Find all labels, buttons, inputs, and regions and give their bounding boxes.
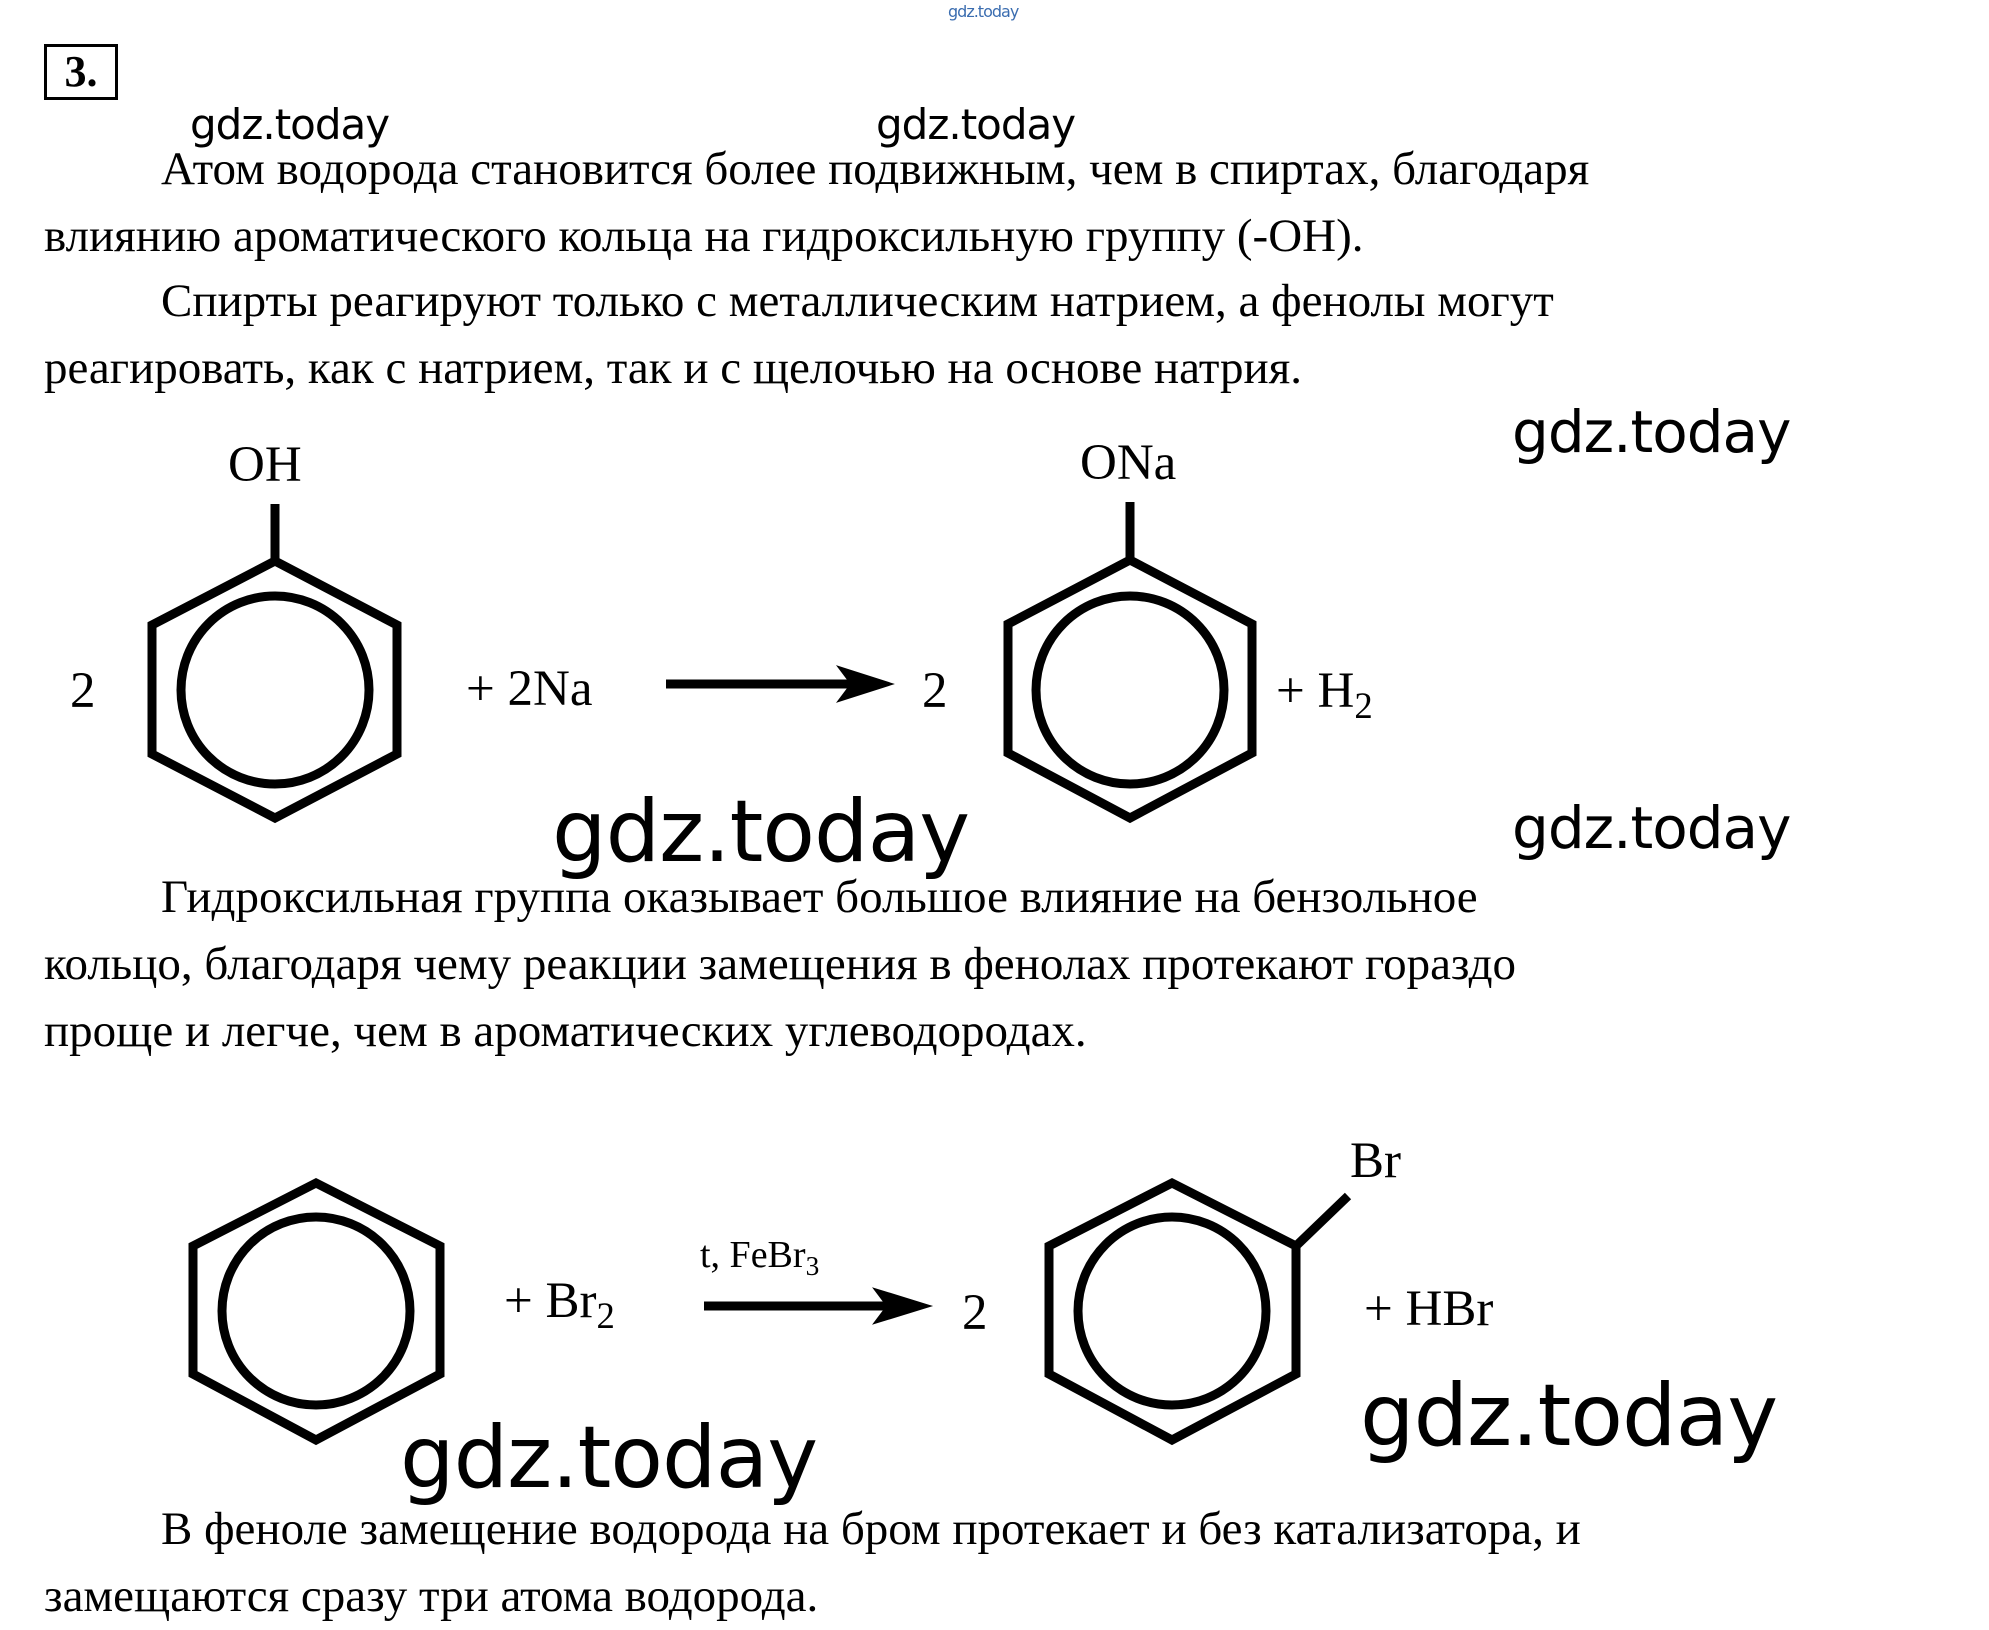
substituent-oh: OH [228, 437, 302, 493]
reaction-condition: t, FeBr$_3$ [700, 1234, 820, 1282]
watermark: gdz.today [552, 782, 970, 882]
exercise-number: 3. [44, 44, 118, 100]
coefficient-right-2: 2 [962, 1285, 988, 1341]
watermark: gdz.today [1360, 1366, 1778, 1466]
watermark: gdz.today [1512, 398, 1791, 466]
watermark: gdz.today [190, 100, 390, 149]
aromatic-circle [1036, 596, 1224, 784]
coefficient-left: 2 [70, 663, 96, 719]
paragraph-line: Спирты реагируют только с металлическим натрием, а фенолы могут [161, 275, 1554, 327]
paragraph-line: влиянию ароматического кольца на гидроксильную группу (-OH). [44, 210, 1364, 262]
paragraph-line: кольцо, благодаря чему реакции замещения в фенолах протекают гораздо [44, 938, 1517, 990]
reagent-na: + 2Na [466, 661, 593, 717]
reagent-br2: + $Br_2$ [504, 1273, 615, 1337]
paragraph-line: Гидроксильная группа оказывает большое влияние на бензольное [161, 871, 1478, 923]
aromatic-circle [1078, 1217, 1266, 1405]
watermark: gdz.today [876, 100, 1076, 149]
watermark: gdz.today [1512, 794, 1791, 862]
paragraph-line: проще и легче, чем в ароматических углеводородах. [44, 1005, 1087, 1057]
paragraph-line: замещаются сразу три атома водорода. [44, 1570, 819, 1622]
bond-br [1296, 1196, 1348, 1246]
paragraph-line: реагировать, как с натрием, так и с щелочью на основе натрия. [44, 342, 1302, 394]
byproduct-hbr: + HBr [1364, 1281, 1494, 1337]
paragraph-line: Атом водорода становится более подвижным, чем в спиртах, благодаря [161, 143, 1590, 195]
substituent-ona: ONa [1080, 435, 1177, 491]
aromatic-circle [181, 596, 369, 784]
paragraph-line: В феноле замещение водорода на бром протекает и без катализатора, и [161, 1503, 1581, 1555]
watermark: gdz.today [400, 1408, 818, 1508]
coefficient-right: 2 [922, 663, 948, 719]
watermark-top: gdz.today [948, 2, 1019, 21]
aromatic-circle [222, 1217, 410, 1405]
byproduct-h2: + $H_2$ [1276, 663, 1373, 727]
substituent-br: Br [1350, 1133, 1401, 1189]
